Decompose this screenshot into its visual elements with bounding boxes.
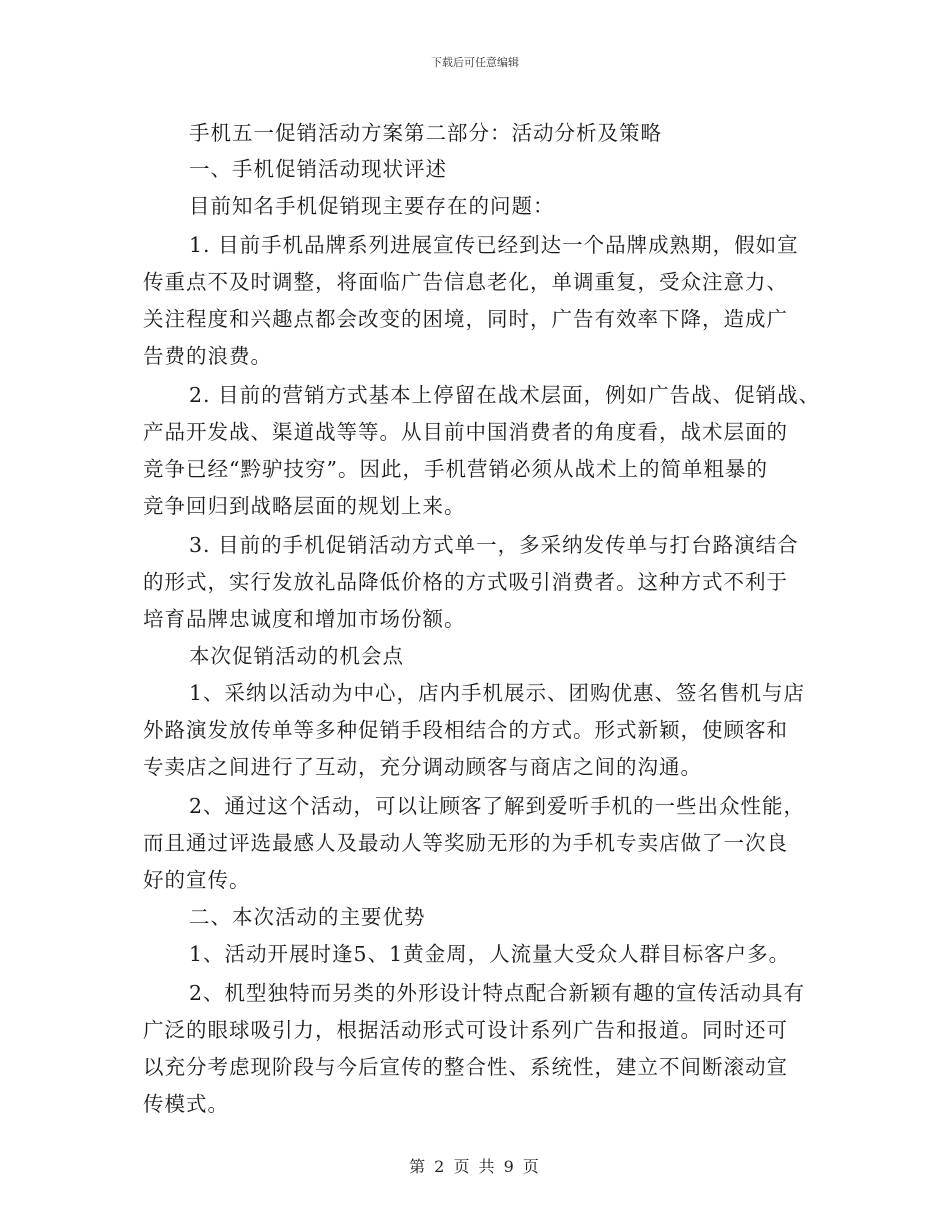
paragraph-line: 产品开发战、渠道战等等。从目前中国消费者的角度看，战术层面的: [143, 420, 788, 444]
paragraph-line: 传重点不及时调整，将面临广告信息老化，单调重复，受众注意力、: [143, 270, 788, 294]
paragraph-line: 1、活动开展时逢5、1黄金周，人流量大受众人群目标客户多。: [189, 942, 791, 966]
paragraph-line: 1. 目前手机品牌系列进展宣传已经到达一个品牌成熟期，假如宣: [189, 233, 799, 257]
paragraph-line: 外路演发放传单等多种促销手段相结合的方式。形式新颖，使顾客和: [143, 718, 788, 742]
paragraph-line: 竞争回归到战略层面的规划上来。: [143, 494, 466, 518]
paragraph-line: 告费的浪费。: [143, 344, 272, 368]
paragraph-line: 3. 目前的手机促销活动方式单一，多采纳发传单与打台路演结合: [189, 533, 799, 557]
paragraph-line: 2. 目前的营销方式基本上停留在战术层面，例如广告战、促销战、: [189, 383, 821, 407]
paragraph-line: 关注程度和兴趣点都会改变的困境，同时，广告有效率下降，造成广: [143, 307, 788, 331]
page-footer: 第 2 页 共 9 页: [409, 1157, 541, 1176]
paragraph-line: 专卖店之间进行了互动，充分调动顾客与商店之间的沟通。: [143, 755, 702, 779]
paragraph-line: 2、通过这个活动，可以让顾客了解到爱听手机的一些出众性能，: [189, 794, 806, 818]
section-title: 手机五一促销活动方案第二部分：活动分析及策略: [189, 121, 662, 145]
page-header: 下载后可任意编辑: [431, 56, 519, 69]
heading-1: 一、手机促销活动现状评述: [189, 157, 447, 181]
paragraph-line: 竞争已经“黔驴技穷”。因此，手机营销必须从战术上的简单粗暴的: [143, 457, 768, 481]
paragraph-line: 培育品牌忠诚度和增加市场份额。: [143, 607, 466, 631]
paragraph-line: 2、机型独特而另类的外形设计特点配合新颖有趣的宣传活动具有: [189, 981, 806, 1005]
paragraph-line: 好的宣传。: [143, 868, 251, 892]
paragraph-line: 传模式。: [143, 1092, 229, 1116]
paragraph-line: 以充分考虑现阶段与今后宣传的整合性、系统性，建立不间断滚动宣: [143, 1055, 788, 1079]
paragraph-line: 1、采纳以活动为中心，店内手机展示、团购优惠、签名售机与店: [189, 681, 806, 705]
paragraph-line: 广泛的眼球吸引力，根据活动形式可设计系列广告和报道。同时还可: [143, 1018, 788, 1042]
paragraph-line: 而且通过评选最感人及最动人等奖励无形的为手机专卖店做了一次良: [143, 831, 788, 855]
paragraph-line: 目前知名手机促销现主要存在的问题：: [189, 194, 555, 218]
heading-2: 二、本次活动的主要优势: [189, 905, 426, 929]
paragraph-line: 的形式，实行发放礼品降低价格的方式吸引消费者。这种方式不利于: [143, 570, 788, 594]
heading-opportunity: 本次促销活动的机会点: [189, 644, 404, 668]
